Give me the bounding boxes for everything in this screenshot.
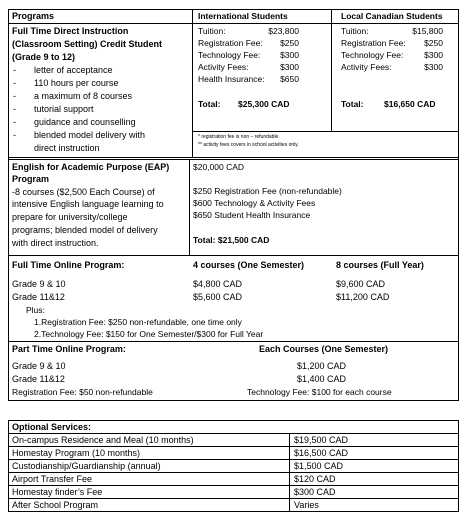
eap-desc-line: programs; blended model of delivery [12, 225, 158, 235]
fto-col-one-semester: 4 courses (One Semester) [193, 260, 305, 270]
pto-grade: Grade 11&12 [12, 374, 65, 384]
fto-col-full-year: 8 courses (Full Year) [336, 260, 424, 270]
intl-fee-value: $300 [280, 62, 299, 72]
intl-total-value: $25,300 CAD [238, 99, 290, 109]
fto-note: 1.Registration Fee: $250 non-refundable, one time only [34, 317, 242, 327]
section-divider-3 [8, 341, 459, 342]
intl-fee-label: Tuition: [198, 26, 226, 36]
service-name: On-campus Residence and Meal (10 months) [12, 435, 194, 445]
pto-registration-fee: Registration Fee: $50 non-refundable [12, 387, 153, 397]
opt-border-right [458, 420, 459, 512]
service-price: $120 CAD [294, 474, 336, 484]
service-price: Varies [294, 500, 319, 510]
intl-fee-label: Registration Fee: [198, 38, 263, 48]
fto-title: Full Time Online Program: [12, 260, 125, 270]
ftd-title-line-3: (Grade 9 to 12) [12, 52, 76, 62]
fto-note: 2.Technology Fee: $150 for One Semester/$300 for Full Year [34, 329, 264, 339]
eap-desc-line: with direct instruction. [12, 238, 99, 248]
eap-fee-line: $600 Technology & Activity Fees [193, 198, 316, 208]
opt-border-bottom [8, 511, 459, 512]
local-fee-value: $15,800 [412, 26, 443, 36]
fto-grade: Grade 11&12 [12, 292, 65, 302]
notes-divider [192, 131, 459, 132]
local-fee-label: Registration Fee: [341, 38, 406, 48]
section-divider-1b [8, 159, 459, 160]
local-fee-value: $300 [424, 62, 443, 72]
bullet-dash: - [13, 104, 16, 114]
section-divider-2 [8, 255, 459, 256]
eap-total: Total: $21,500 CAD [193, 235, 270, 245]
pto-price: $1,200 CAD [297, 361, 347, 371]
bullet-item: a maximum of 8 courses [34, 91, 133, 101]
opt-header-divider [8, 433, 459, 434]
fto-semester-price: $5,600 CAD [193, 292, 243, 302]
bullet-dash: - [13, 130, 16, 140]
ftd-title-line-2: (Classroom Setting) Credit Student [12, 39, 163, 49]
opt-border-left [8, 420, 9, 512]
service-name: After School Program [12, 500, 99, 510]
service-price: $300 CAD [294, 487, 336, 497]
intl-fee-value: $250 [280, 38, 299, 48]
bullet-item-continued: direct instruction [34, 143, 100, 153]
bullet-dash: - [13, 91, 16, 101]
eap-fee-line: $650 Student Health Insurance [193, 210, 311, 220]
bullet-item: 110 hours per course [34, 78, 119, 88]
pto-title: Part Time Online Program: [12, 344, 126, 354]
local-fee-label: Technology Fee: [341, 50, 404, 60]
table-border-top [8, 9, 459, 10]
pto-grade: Grade 9 & 10 [12, 361, 66, 371]
intl-fee-label: Health Insurance: [198, 74, 265, 84]
intl-fee-label: Technology Fee: [198, 50, 261, 60]
service-price: $19,500 CAD [294, 435, 349, 445]
eap-col-divider [189, 159, 190, 255]
service-price: $16,500 CAD [294, 448, 349, 458]
local-total-label: Total: [341, 99, 364, 109]
table-border-left [8, 9, 9, 401]
intl-total-label: Total: [198, 99, 221, 109]
optional-services-title: Optional Services: [12, 422, 92, 432]
bullet-item: tutorial support [34, 104, 94, 114]
fto-semester-price: $4,800 CAD [193, 279, 243, 289]
pto-col-each-course: Each Courses (One Semester) [259, 344, 389, 354]
pto-technology-fee: Technology Fee: $100 for each course [247, 387, 392, 397]
bullet-item: blended model delivery with [34, 130, 146, 140]
table-border-bottom [8, 400, 459, 401]
fto-grade: Grade 9 & 10 [12, 279, 66, 289]
intl-note: * registration fee is non – refundable. [198, 134, 280, 140]
service-name: Custodianship/Guardianship (annual) [12, 461, 161, 471]
eap-desc-line: prepare for university/college [12, 212, 128, 222]
bullet-dash: - [13, 78, 16, 88]
header-local: Local Canadian Students [341, 11, 443, 21]
table-border-right [458, 9, 459, 401]
eap-title-line-2: Program [12, 174, 50, 184]
pto-price: $1,400 CAD [297, 374, 347, 384]
opt-row-divider [8, 446, 459, 447]
bullet-item: letter of acceptance [34, 65, 113, 75]
intl-fee-value: $300 [280, 50, 299, 60]
col-divider-2 [331, 9, 332, 131]
opt-row-divider [8, 472, 459, 473]
intl-fee-value: $23,800 [268, 26, 299, 36]
eap-desc-line: -8 courses ($2,500 Each Course) of [12, 187, 155, 197]
col-divider-1 [192, 9, 193, 157]
header-international: International Students [198, 11, 288, 21]
opt-border-top [8, 420, 459, 421]
section-divider-1 [8, 157, 459, 158]
service-name: Homestay Program (10 months) [12, 448, 141, 458]
local-fee-value: $300 [424, 50, 443, 60]
local-fee-label: Tuition: [341, 26, 369, 36]
service-name: Homestay finder’s Fee [12, 487, 103, 497]
service-name: Airport Transfer Fee [12, 474, 93, 484]
intl-fee-value: $650 [280, 74, 299, 84]
header-divider [8, 23, 459, 24]
fto-plus: Plus: [26, 305, 45, 315]
eap-title-line-1: English for Academic Purpose (EAP) [12, 162, 170, 172]
opt-row-divider [8, 498, 459, 499]
header-programs: Programs [12, 11, 55, 21]
eap-fee-line: $250 Registration Fee (non-refundable) [193, 186, 342, 196]
local-total-value: $16,650 CAD [384, 99, 436, 109]
intl-note: ** activity fees covers in school activities only. [198, 142, 299, 148]
eap-fee-line: $20,000 CAD [193, 162, 245, 172]
bullet-item: guidance and counselling [34, 117, 136, 127]
local-fee-label: Activity Fees: [341, 62, 392, 72]
fto-year-price: $9,600 CAD [336, 279, 386, 289]
ftd-title-line-1: Full Time Direct Instruction [12, 26, 129, 36]
opt-row-divider [8, 459, 459, 460]
opt-row-divider [8, 485, 459, 486]
eap-desc-line: intensive English language learning to [12, 199, 164, 209]
bullet-dash: - [13, 117, 16, 127]
fto-year-price: $11,200 CAD [336, 292, 390, 302]
intl-fee-label: Activity Fees: [198, 62, 249, 72]
service-price: $1,500 CAD [294, 461, 344, 471]
bullet-dash: - [13, 65, 16, 75]
local-fee-value: $250 [424, 38, 443, 48]
opt-col-divider [289, 433, 290, 512]
